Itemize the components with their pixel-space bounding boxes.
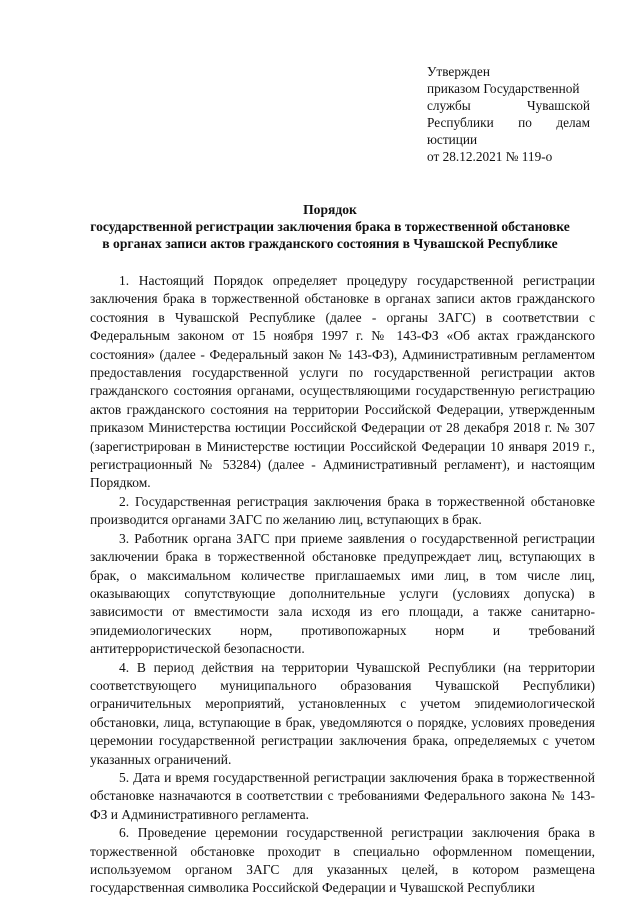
approval-line: приказом Государственной bbox=[427, 81, 580, 96]
title-line: Порядок bbox=[303, 202, 357, 217]
approval-line: Утвержден bbox=[427, 64, 490, 79]
paragraph-6: 6. Проведение церемонии государственной регистрации заключения брака в торжественной обстановке проходит в специально оформленном помещении, используемом органом ЗАГС для указанных целей, в котором размещена государственная символика Российской Федерации и Чувашской Республики bbox=[90, 825, 595, 896]
paragraph-5: 5. Дата и время государственной регистрации заключения брака в торжественной обстановке назначаются в соответствии с требованиями Федерального закона № 143-ФЗ и Административного регламента. bbox=[90, 769, 595, 822]
approval-line: Республики по делам bbox=[427, 115, 590, 130]
document-body bbox=[90, 272, 595, 898]
paragraph-4: 4. В период действия на территории Чувашской Республики (на территории соответствующего муниципального образования Чувашской Республики) ограничительных мероприятий, установленных с учетом эпидемиологической обстановки, лица, вступающие в брак, уведомляются о порядке, условиях проведения церемонии государственной регистрации заключения брака, определяемых с учетом указанных ограничений. bbox=[90, 659, 595, 767]
approval-line: службы Чувашской bbox=[427, 98, 590, 113]
document-title bbox=[70, 201, 590, 252]
title-line: государственной регистрации заключения брака в торжественной обстановке bbox=[90, 219, 570, 234]
paragraph-1: 1. Настоящий Порядок определяет процедуру государственной регистрации заключения брака в торжественной обстановке в органах записи актов гражданского состояния в Чувашской Республике (далее - органы ЗАГС) в соответствии с Федеральным законом от 15 ноября 1997 г. № 143-ФЗ «Об актах гражданского состояния» (далее - Федеральный закон № 143-ФЗ), Административным регламентом предоставления государственной услуги по государственной регистрации актов гражданского состояния органами, осуществляющими государственную регистрацию актов гражданского состояния на территории Российской Федерации, утвержденным приказом Министерства юстиции Российской Федерации от 28 декабря 2018 г. № 307 (зарегистрирован в Министерстве юстиции Российской Федерации 10 января 2019 г., регистрационный № 53284) (далее - Административный регламент), и настоящим Порядком. bbox=[90, 273, 595, 491]
approval-stamp-block bbox=[427, 63, 590, 165]
approval-date-line: от 28.12.2021 № 119-о bbox=[427, 149, 553, 164]
title-line: в органах записи актов гражданского состояния в Чувашской Республике bbox=[102, 236, 558, 251]
paragraph-3: 3. Работник органа ЗАГС при приеме заявления о государственной регистрации заключении брака в торжественной обстановке предупреждает лиц, вступающих в брак, о максимальном количестве приглашаемых ими лиц, в том числе лиц, оказывающих сопутствующие дополнительные услуги (условиях допуска) в зависимости от вместимости зала исходя из его площади, а также санитарно-эпидемиологических норм, противопожарных норм и требований антитеррористической безопасности. bbox=[90, 530, 595, 657]
approval-line: юстиции bbox=[427, 132, 478, 147]
paragraph-2: 2. Государственная регистрация заключения брака в торжественной обстановке производится органами ЗАГС по желанию лиц, вступающих в брак. bbox=[90, 493, 595, 528]
